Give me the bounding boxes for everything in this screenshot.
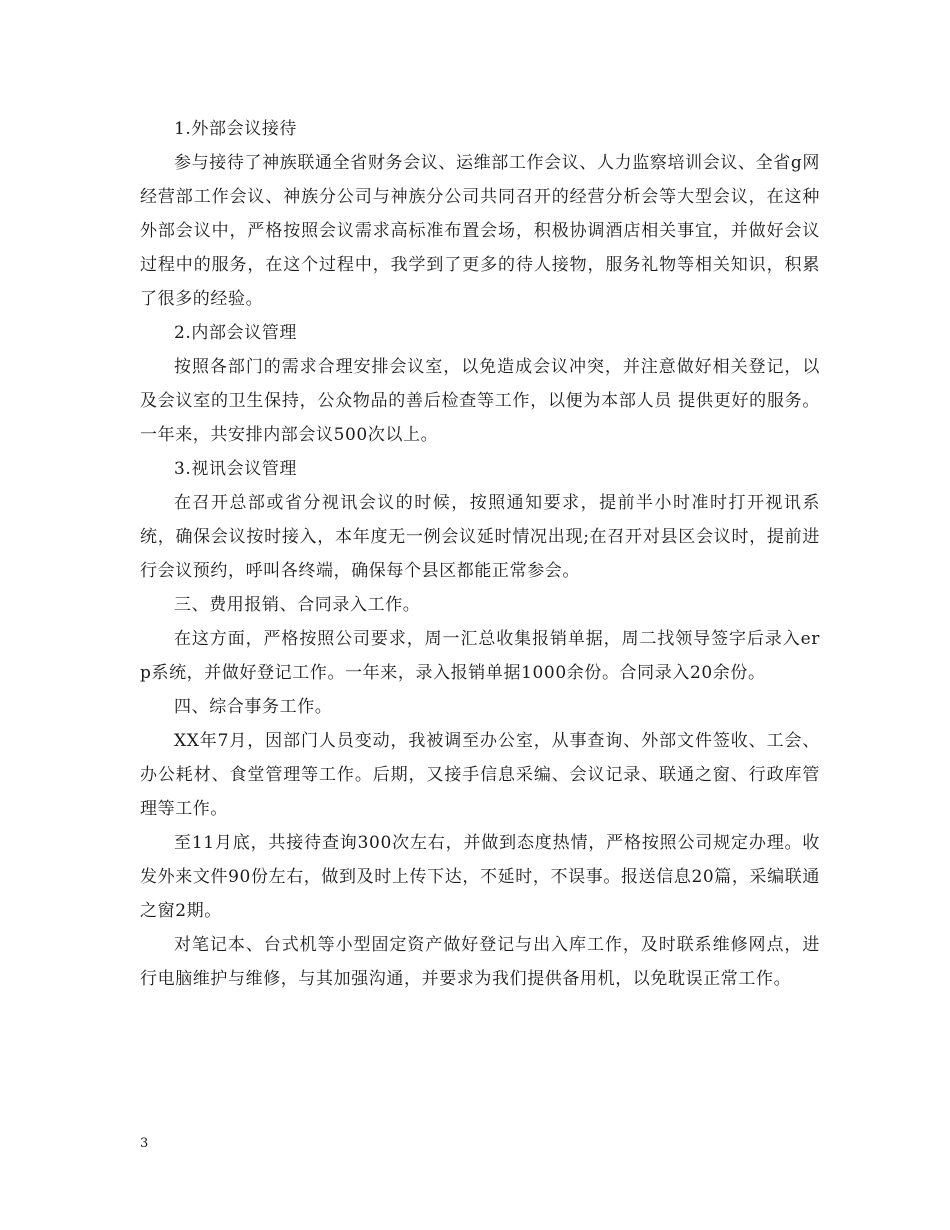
- document-body: [140, 112, 820, 996]
- paragraph-fixed-assets: 对笔记本、台式机等小型固定资产做好登记与出入库工作，及时联系维修网点，进行电脑维护与维修，与其加强沟通，并要求为我们提供备用机，以免耽误正常工作。: [140, 935, 820, 989]
- section-heading-internal-meetings: 2.内部会议管理: [174, 323, 298, 343]
- paragraph-general-affairs: XX年7月，因部门人员变动，我被调至办公室，从事查询、外部文件签收、工会、办公耗材、食堂管理等工作。后期，又接手信息采编、会议记录、联通之窗、行政库管理等工作。: [140, 731, 820, 819]
- paragraph-video-meetings: 在召开总部或省分视讯会议的时候，按照通知要求，提前半小时准时打开视讯系统，确保会议按时接入，本年度无一例会议延时情况出现;在召开对县区会议时，提前进行会议预约，呼叫各终端，确保每个县区都能正常参会。: [140, 493, 820, 581]
- paragraph-external-meetings: 参与接待了神族联通全省财务会议、运维部工作会议、人力监察培训会议、全省g网经营部工作会议、神族分公司与神族分公司共同召开的经营分析会等大型会议，在这种外部会议中，严格按照会议需求高标准布置会场，积极协调酒店相关事宜，并做好会议过程中的服务，在这个过程中，我学到了更多的待人接物，服务礼物等相关知识，积累了很多的经验。: [140, 153, 820, 309]
- page-number: 3: [140, 1136, 149, 1151]
- paragraph-inquiries: 至11月底，共接待查询300次左右，并做到态度热情，严格按照公司规定办理。收发外来文件90份左右，做到及时上传下达，不延时，不误事。报送信息20篇，采编联通之窗2期。: [140, 833, 820, 921]
- section-heading-reimbursement: 三、费用报销、合同录入工作。: [174, 595, 421, 615]
- section-heading-video-meetings: 3.视讯会议管理: [174, 459, 298, 479]
- section-heading-general-affairs: 四、综合事务工作。: [174, 697, 333, 717]
- paragraph-internal-meetings: 按照各部门的需求合理安排会议室，以免造成会议冲突，并注意做好相关登记，以及会议室的卫生保持，公众物品的善后检查等工作，以便为本部人员 提供更好的服务。一年来，共安排内部会议500次以上。: [140, 357, 820, 445]
- paragraph-reimbursement: 在这方面，严格按照公司要求，周一汇总收集报销单据，周二找领导签字后录入erp系统，并做好登记工作。一年来，录入报销单据1000余份。合同录入20余份。: [140, 629, 820, 683]
- section-heading-external-meetings: 1.外部会议接待: [174, 119, 298, 139]
